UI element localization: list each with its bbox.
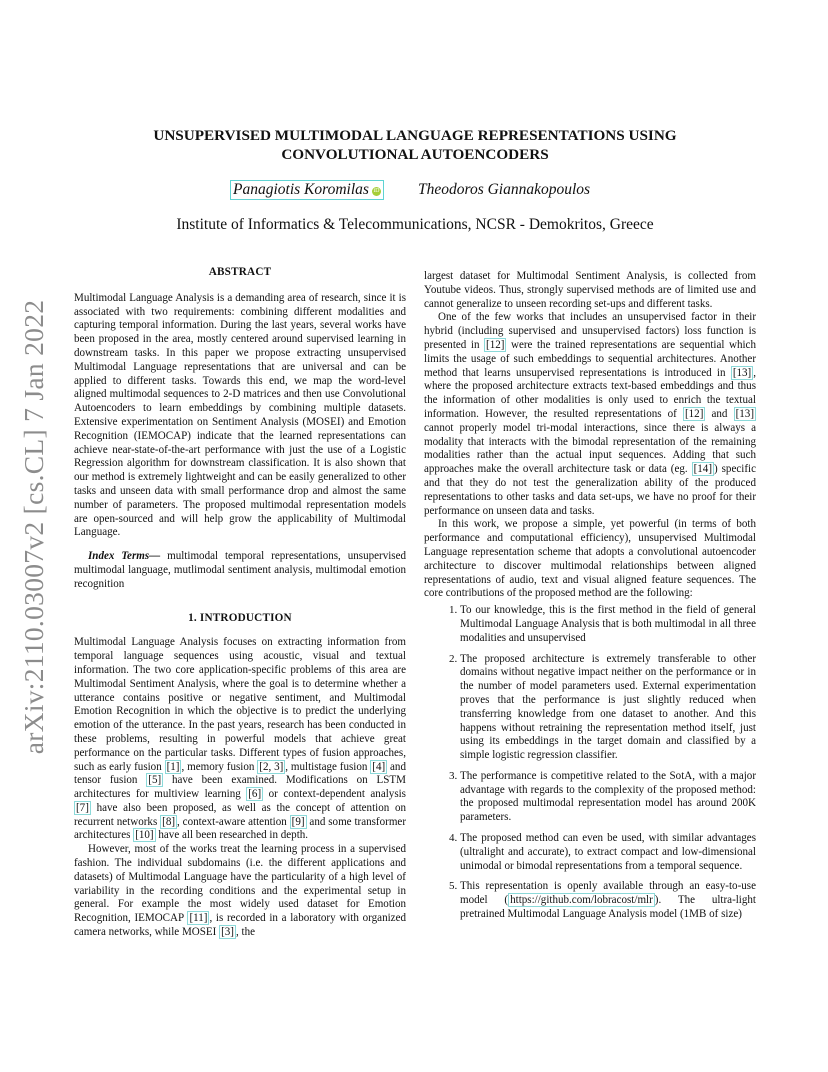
- list-item: 2. The proposed architecture is extremely transferable to other domains without negative impact neither on the performance or in the number of model parameters used. External experimentation proves that the performance is just slightly reduced when transferring knowledge from one dataset to another. And this happens without retraining the representation method itself, just using its embeddings in the target domain and classified by a simple logistic regression classifier.: [460, 653, 756, 763]
- citation-link[interactable]: [4]: [372, 760, 386, 773]
- citation-link[interactable]: [6]: [248, 788, 262, 801]
- title-line-2: CONVOLUTIONAL AUTOENCODERS: [281, 146, 549, 163]
- right-paragraph-2: In this work, we propose a simple, yet powerful (in terms of both performance and computational efficiency), unsupervised Multimodal Language representation scheme that adopts a convolutional autoencoder architecture to discover multimodal relationships between aligned representations of audio, text and visual aligned feature sequences. The core contributions of the proposed method are the following:: [424, 518, 756, 600]
- text-run: , multistage fusion: [285, 760, 371, 773]
- text-run: have all been researched in depth.: [155, 829, 309, 842]
- list-item: 1. To our knowledge, this is the first method in the field of general Multimodal Language Analysis that is both multimodal in all three modalities and unsupervised: [460, 604, 756, 645]
- text-run: have also been proposed, as well as the concept of attention on recurrent networks: [74, 801, 406, 828]
- list-item: 3. The performance is competitive related to the SotA, with a major advantage with regards to the complexity of the proposed method: the proposed multimodal representation model has around 200K parameters.: [460, 770, 756, 825]
- text-run: and: [705, 407, 734, 420]
- right-column: [424, 270, 756, 929]
- text-run: ). The ultra-light pretrained Multimodal Language Analysis model (1MB of size): [460, 894, 756, 921]
- index-terms-text: multimodal temporal representations, unsupervised multimodal language, mutlimodal sentiment analysis, multimodal emotion recognition: [74, 550, 407, 590]
- arxiv-identifier-text: arXiv:2110.03007v2 [cs.CL] 7 Jan 2022: [18, 299, 49, 755]
- abstract-heading: ABSTRACT: [208, 266, 272, 278]
- text-run: Multimodal Language Analysis focuses on extracting information from temporal language sequences using acoustic, visual and textual information. The two core application-specific problems of this area are Multimodal Sentiment Analysis, where the goal is to determine whether a utterance contains positive or negative sentiment, and Multimodal Emotion Recognition in which the objective is to predict the underlying emotion of the utterance. In the past years, research has been conducted in these problems, resulting in powerful models that achieve great performance on the particular tasks. Different types of fusion approaches, such as early fusion: [74, 636, 406, 773]
- abstract-text: Multimodal Language Analysis is a demanding area of research, since it is associated with two requirements: combining different modalities and capturing temporal information. During the last years, several works have been proposed in the area, mostly centered around supervised learning in downstream tasks. In this paper we propose extracting unsupervised Multimodal Language representations that are universal and can be applied to different tasks. Towards this end, we map the word-level aligned multimodal sequences to 2-D matrices and then use Convolutional Autoencoders to learn embeddings by combining multiple datasets. Extensive experimentation on Sentiment Analysis (MOSEI) and Emotion Recognition (IEMOCAP) indicate that the learned representations can achieve near-state-of-the-art performance with just the use of a Logistic Regression algorithm for downstream classification. It is also shown that our method is extremely lightweight and can be easily generalized to other tasks and unseen data with small performance drop and almost the same number of parameters. The proposed multimodal representation models are open-sourced and will help grow the applicability of Multimodal Language.: [74, 291, 406, 539]
- citation-link[interactable]: [7]: [76, 801, 89, 814]
- citation-link[interactable]: [1]: [166, 760, 180, 773]
- author-link-koromilas[interactable]: [230, 180, 384, 200]
- affiliation: Institute of Informatics & Telecommunications, NCSR - Demokritos, Greece: [176, 216, 654, 233]
- author-name-2: Theodoros Giannakopoulos: [418, 181, 591, 198]
- text-run: However, most of the works treat the learning process in a supervised fashion. The individual subdomains (i.e. the different applications and datasets) of Multimodal Language have the particularity of a high level of variability in the recording conditions and the experimental setup in general. For example the most widely used dataset for Emotion Recognition, IEMOCAP: [74, 843, 406, 925]
- citation-link[interactable]: [14]: [693, 463, 713, 476]
- contributions-list: [424, 604, 756, 922]
- text-run: cannot properly model tri-modal interactions, since there is always a modality that interacts with the bimodal representation of the remaining modalities rather than the actual input sequences. Adding that such approaches make the overall architecture task or data (eg.: [424, 421, 756, 476]
- text-run: , where the proposed architecture extracts text-based embeddings and thus the information of other modalities is only used to enrich the textual information. However, the resulted representations of: [424, 366, 756, 420]
- left-column: [74, 266, 406, 940]
- text-run: were the trained representations are sequential which limits the usage of such embeddings to sequential architectures. Another method that learns unsupervised representations is introduced in: [424, 338, 756, 379]
- text-run: and some transformer architectures: [74, 815, 406, 842]
- citation-link[interactable]: [9]: [291, 815, 305, 828]
- text-run: , memory fusion: [181, 760, 258, 773]
- citation-link[interactable]: [8]: [162, 815, 176, 828]
- orcid-icon[interactable]: iD: [373, 188, 380, 194]
- index-terms-label: Index Terms—: [88, 550, 161, 563]
- text-run: , is recorded in a laboratory with organized camera networks, while MOSEI: [74, 912, 407, 939]
- list-item: [460, 880, 756, 921]
- citation-link[interactable]: [2, 3]: [259, 760, 284, 773]
- text-run: or context-dependent analysis: [263, 788, 406, 801]
- text-run: and tensor fusion: [74, 760, 406, 787]
- citation-link[interactable]: [10]: [135, 829, 154, 842]
- citation-link[interactable]: [5]: [148, 774, 162, 787]
- text-run: ) specific and that they do not test the generalization ability of the produced representations to other tasks and data set-ups, we have no proof for their performance on unseen data and tasks.: [424, 463, 756, 517]
- text-run: This representation is openly available through an easy-to-use model (: [460, 880, 756, 907]
- citation-link[interactable]: [3]: [221, 926, 234, 939]
- arxiv-identifier: [8, 292, 60, 762]
- title-line-1: UNSUPERVISED MULTIMODAL LANGUAGE REPRESENTATIONS USING: [153, 127, 677, 144]
- text-run: , the: [236, 926, 256, 939]
- text-run: , context-aware attention: [177, 815, 290, 828]
- text-run: One of the few works that includes an unsupervised factor in their hybrid (including supervised and unsupervised factors) loss function is presented in: [424, 311, 756, 351]
- author-name-1: Panagiotis Koromilas: [233, 181, 369, 198]
- intro-paragraph-2: [74, 843, 406, 940]
- paper-title: [100, 126, 730, 164]
- citation-link[interactable]: [12]: [486, 338, 505, 351]
- citation-link[interactable]: [11]: [189, 912, 208, 925]
- intro-heading: 1. INTRODUCTION: [188, 611, 292, 624]
- list-item: 4. The proposed method can even be used, with similar advantages (ultralight and accurate), to extract compact and low-dimensional unimodal or bimodal representations from a temporal sequence.: [460, 832, 756, 873]
- index-terms: [74, 550, 406, 591]
- citation-link[interactable]: [13]: [735, 407, 754, 420]
- intro-paragraph-1: [74, 636, 406, 843]
- right-paragraph-1: [424, 311, 756, 518]
- text-run: have been examined. Modifications on LSTM architectures for multiview learning: [74, 774, 406, 801]
- github-link[interactable]: https://github.com/lobracost/mlr: [510, 894, 653, 907]
- citation-link[interactable]: [12]: [684, 407, 704, 420]
- right-paragraph-0: largest dataset for Multimodal Sentiment Analysis, is collected from Youtube videos. Thus, strongly supervised methods are of limited use and cannot generalize to unseen recording set-ups and different tasks.: [424, 270, 756, 310]
- citation-link[interactable]: [13]: [732, 366, 752, 379]
